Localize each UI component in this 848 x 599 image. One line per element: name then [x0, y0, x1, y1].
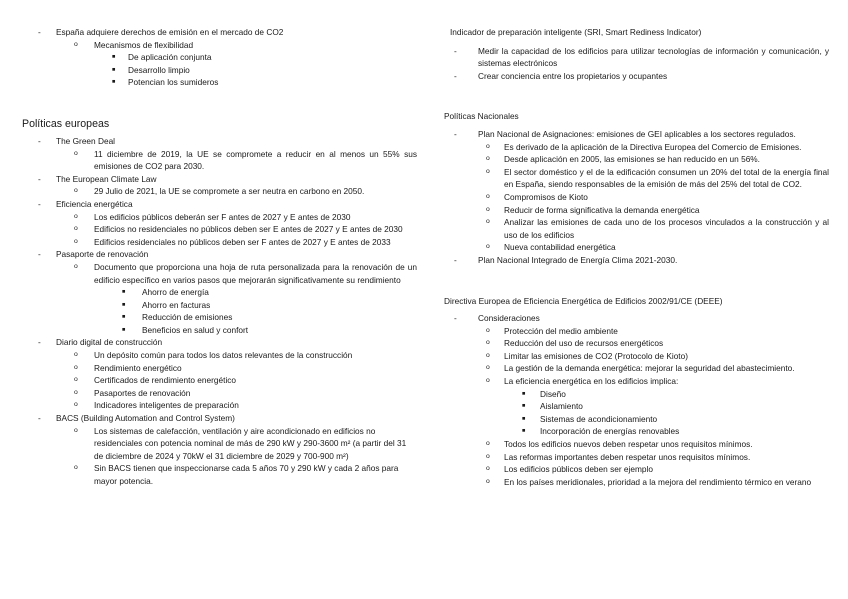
circle-bullet-icon: o	[74, 225, 78, 233]
list-item: ■ Diseño	[522, 388, 566, 399]
dash-bullet-icon: -	[38, 249, 41, 260]
list-item: - Crear conciencia entre los propietarios y ocupantes	[454, 70, 668, 81]
list-item: ■ Incorporación de energías renovables	[522, 426, 680, 437]
list-item: o Certificados de rendimiento energético	[74, 375, 237, 386]
square-bullet-icon: ■	[112, 79, 116, 86]
square-bullet-icon: ■	[112, 54, 116, 61]
circle-bullet-icon: o	[486, 452, 490, 460]
list-item: o Reducción del uso de recursos energéticos	[486, 338, 664, 349]
right-column	[444, 26, 829, 488]
list-item: ■ Beneficios en salud y confort	[122, 324, 249, 335]
list-item: - Medir la capacidad de los edificios para utilizar tecnologías de información y comunicación, y sistemas electrónicos	[454, 45, 829, 69]
square-bullet-icon: ■	[122, 326, 126, 333]
dash-bullet-icon: -	[454, 313, 457, 324]
dash-bullet-icon: -	[38, 27, 41, 37]
list-item: o Sin BACS tienen que inspeccionarse cada 5 años 70 y 290 kW y cada 2 años para mayor potencia.	[74, 463, 399, 486]
list-item: o La eficiencia energética en los edificios implica:	[486, 376, 679, 387]
circle-bullet-icon: o	[74, 262, 78, 270]
list-item: o Indicadores inteligentes de preparación	[74, 400, 239, 411]
circle-bullet-icon: o	[486, 377, 490, 385]
list-item: ■ Potencian los sumideros	[112, 77, 219, 88]
circle-bullet-icon: o	[486, 465, 490, 473]
list-item: o El sector doméstico y el de la edificación consumen un 20% del total de la energía final en España, siendo responsables de la emisión de más del 25% del total de CO2.	[486, 166, 829, 190]
circle-bullet-icon: o	[486, 155, 490, 163]
dash-bullet-icon: -	[454, 70, 457, 81]
dash-bullet-icon: -	[38, 198, 41, 209]
circle-bullet-icon: o	[486, 243, 490, 251]
list-item: o Rendimiento energético	[74, 362, 182, 373]
section-heading-deee: Directiva Europea de Eficiencia Energética de Edificios 2002/91/CE (DEEE)	[444, 295, 723, 306]
circle-bullet-icon: o	[486, 218, 490, 226]
list-item: - The Green Deal	[38, 135, 116, 146]
list-item: ■ Reducción de emisiones	[122, 312, 233, 323]
circle-bullet-icon: o	[74, 464, 78, 472]
list-item: ■ Desarrollo limpio	[112, 64, 190, 75]
square-bullet-icon: ■	[122, 301, 126, 308]
list-item: o En los países meridionales, prioridad a la mejora del rendimiento térmico en verano	[486, 476, 812, 487]
list-item: ■ De aplicación conjunta	[112, 52, 212, 63]
circle-bullet-icon: o	[486, 142, 490, 150]
circle-bullet-icon: o	[486, 364, 490, 372]
square-bullet-icon: ■	[522, 390, 526, 397]
list-item: o Reducir de forma significativa la demanda energética	[486, 204, 700, 215]
list-item: o Documento que proporciona una hoja de ruta personalizada para la renovación de un edificio específico en varios pasos que mejorarán significativamente su rendimiento	[74, 261, 417, 285]
square-bullet-icon: ■	[122, 314, 126, 321]
circle-bullet-icon: o	[486, 440, 490, 448]
list-item: - Plan Nacional de Asignaciones: emisiones de GEI aplicables a los sectores regulados.	[454, 128, 796, 139]
list-item: o Todos los edificios nuevos deben respetar unos requisitos mínimos.	[486, 439, 753, 450]
circle-bullet-icon: o	[74, 149, 78, 157]
list-item: - BACS (Building Automation and Control System)	[38, 413, 235, 424]
section-heading-politicas-nacionales: Políticas Nacionales	[444, 111, 519, 122]
list-item: o Protección del medio ambiente	[486, 325, 618, 336]
circle-bullet-icon: o	[486, 205, 490, 213]
dash-bullet-icon: -	[454, 45, 457, 56]
circle-bullet-icon: o	[486, 477, 490, 485]
circle-bullet-icon: o	[74, 40, 78, 48]
section-heading-sri: Indicador de preparación inteligente (SRI, Smart Rediness Indicator)	[450, 27, 702, 37]
square-bullet-icon: ■	[112, 66, 116, 73]
circle-bullet-icon: o	[486, 192, 490, 200]
dash-bullet-icon: -	[38, 413, 41, 424]
circle-bullet-icon: o	[74, 351, 78, 359]
list-item: - Consideraciones	[454, 313, 540, 324]
circle-bullet-icon: o	[74, 388, 78, 396]
list-item: o Edificios residenciales no públicos deben ser F antes de 2027 y E antes de 2033	[74, 236, 391, 247]
list-item: ■ Aislamiento	[522, 401, 583, 412]
list-item: - Eficiencia energética	[38, 198, 133, 209]
dash-bullet-icon: -	[454, 128, 457, 139]
list-item: o Los edificios públicos deben ser ejemplo	[486, 464, 653, 475]
square-bullet-icon: ■	[522, 428, 526, 435]
circle-bullet-icon: o	[74, 212, 78, 220]
dash-bullet-icon: -	[454, 254, 457, 265]
left-column	[22, 26, 417, 488]
list-item: o Compromisos de Kioto	[486, 191, 588, 202]
list-item: o Edificios no residenciales no públicos deben ser E antes de 2027 y E antes de 2030	[74, 224, 403, 235]
list-item: - Pasaporte de renovación	[38, 249, 149, 260]
square-bullet-icon: ■	[122, 289, 126, 296]
list-item: o Pasaportes de renovación	[74, 387, 191, 398]
list-item: o Un depósito común para todos los datos relevantes de la construcción	[74, 350, 353, 361]
square-bullet-icon: ■	[522, 415, 526, 422]
list-item: o Es derivado de la aplicación de la Directiva Europea del Comercio de Emisiones.	[486, 141, 802, 152]
section-heading-politicas-europeas: Políticas europeas	[22, 117, 110, 130]
list-item: o La gestión de la demanda energética: mejorar la seguridad del abastecimiento.	[486, 363, 795, 374]
list-item: o 11 diciembre de 2019, la UE se compromete a reducir en al menos un 55% sus emisiones de CO2 para 2030.	[74, 148, 417, 172]
circle-bullet-icon: o	[486, 339, 490, 347]
list-item: o Los edificios públicos deberán ser F antes de 2027 y E antes de 2030	[74, 211, 351, 222]
circle-bullet-icon: o	[74, 401, 78, 409]
circle-bullet-icon: o	[74, 237, 78, 245]
list-item: o Los sistemas de calefacción, ventilación y aire acondicionado en edificios no residenciales con potencia nominal de más de 290 kW y 290-3600 m² (a partir del 31 de diciembre de 2024 y 70kW el 31 diciembre de 2029 y 700-900 m²)	[74, 425, 407, 461]
list-item: o Desde aplicación en 2005, las emisiones se han reducido en un 56%.	[486, 154, 760, 165]
list-item: o 29 Julio de 2021, la UE se compromete a ser neutra en carbono en 2050.	[74, 186, 365, 197]
list-item: - Diario digital de construcción	[38, 337, 163, 348]
circle-bullet-icon: o	[486, 351, 490, 359]
list-item: o Analizar las emisiones de cada uno de los procesos vinculados a la construcción y al uso de los edificios	[486, 217, 829, 240]
square-bullet-icon: ■	[522, 403, 526, 410]
dash-bullet-icon: -	[38, 337, 41, 348]
list-item: - Plan Nacional Integrado de Energía Clima 2021-2030.	[454, 254, 678, 265]
list-item: - España adquiere derechos de emisión en el mercado de CO2	[38, 27, 284, 37]
list-item: o Mecanismos de flexibilidad	[74, 39, 194, 50]
dash-bullet-icon: -	[38, 173, 41, 184]
circle-bullet-icon: o	[486, 167, 490, 175]
circle-bullet-icon: o	[74, 363, 78, 371]
list-item: ■ Sistemas de acondicionamiento	[522, 413, 658, 424]
dash-bullet-icon: -	[38, 135, 41, 146]
list-item: ■ Ahorro de energía	[122, 287, 209, 298]
list-item: o Nueva contabilidad energética	[486, 242, 616, 253]
circle-bullet-icon: o	[74, 426, 78, 434]
circle-bullet-icon: o	[74, 187, 78, 195]
list-item: o Las reformas importantes deben respetar unos requisitos mínimos.	[486, 451, 751, 462]
list-item: ■ Ahorro en facturas	[122, 299, 211, 310]
circle-bullet-icon: o	[486, 326, 490, 334]
list-item: - The European Climate Law	[38, 173, 157, 184]
list-item: o Limitar las emisiones de CO2 (Protocolo de Kioto)	[486, 350, 688, 361]
circle-bullet-icon: o	[74, 376, 78, 384]
